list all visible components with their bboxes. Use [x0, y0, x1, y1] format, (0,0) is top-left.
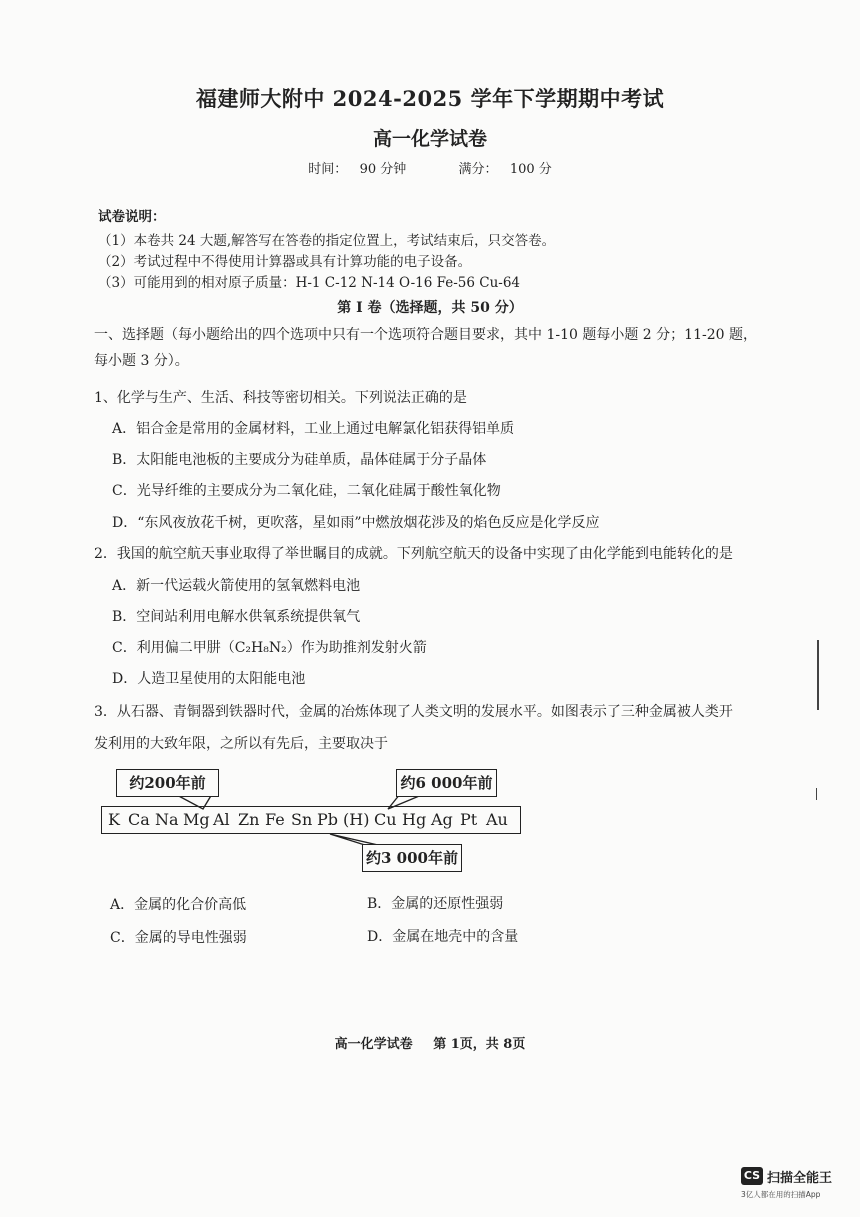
instructions-heading: 试卷说明： [98, 209, 166, 225]
question-1-option-c: C．光导纤维的主要成分为二氧化硅，二氧化硅属于酸性氧化物 [112, 483, 501, 499]
metal-sn: Sn [291, 810, 313, 829]
footer-exam-name: 高一化学试卷 [334, 1037, 413, 1052]
question-1-option-b: B．太阳能电池板的主要成分为硅单质，晶体硅属于分子晶体 [112, 452, 487, 468]
metal-ca: Ca [128, 810, 150, 829]
callout-3000-years: 约3 000年前 [362, 844, 462, 872]
instruction-item: （2）考试过程中不得使用计算器或具有计算功能的电子设备。 [98, 254, 472, 270]
metal-cu: Cu [374, 810, 397, 829]
time-value: 90 分钟 [359, 162, 407, 177]
scanner-tagline: 3亿人都在用的扫描App [741, 1190, 821, 1199]
section-title: 第 I 卷（选择题，共 50 分） [337, 300, 523, 316]
scan-artifact-mark [816, 788, 817, 800]
metal-au: Au [486, 810, 508, 829]
metal-zn: Zn [238, 810, 260, 829]
score-value: 100 分 [509, 162, 552, 177]
callout-200-years: 约200年前 [116, 769, 219, 797]
part-one-line1: 一、选择题（每小题给出的四个选项中只有一个选项符合题目要求，其中 1-10 题每小题 2 分；11-20 题， [94, 327, 757, 343]
instruction-item: （3）可能用到的相对原子质量：H-1 C-12 N-14 O-16 Fe-56 Cu-64 [98, 275, 521, 291]
callout-6000-years: 约6 000年前 [396, 769, 497, 797]
metal-ag: Ag [431, 810, 453, 829]
footer-page-number: 第 1页，共 8页 [433, 1037, 526, 1052]
time-label: 时间： [308, 162, 348, 177]
question-3-stem-line2: 发利用的大致年限，之所以有先后，主要取决于 [94, 736, 388, 752]
question-3-option-d: D．金属在地壳中的含量 [367, 929, 519, 945]
question-2-stem: 2．我国的航空航天事业取得了举世瞩目的成就。下列航空航天的设备中实现了由化学能到电能转化的是 [94, 546, 733, 562]
metal-hg: Hg [402, 810, 427, 829]
metal-k: K [108, 810, 120, 829]
question-2-option-c: C．利用偏二甲肼（C₂H₈N₂）作为助推剂发射火箭 [112, 640, 427, 656]
question-3-option-b: B．金属的还原性强弱 [367, 896, 504, 912]
question-2-option-a: A．新一代运载火箭使用的氢氧燃料电池 [112, 578, 361, 594]
metal-na: Na [155, 810, 179, 829]
metal-al: Al [213, 810, 230, 829]
metal-pt: Pt [460, 810, 478, 829]
exam-subtitle: 高一化学试卷 [372, 128, 487, 150]
scanner-logo-icon: CS [741, 1167, 763, 1185]
scan-artifact-line [817, 640, 819, 710]
question-3-option-a: A．金属的化合价高低 [110, 897, 247, 913]
page-footer [0, 1033, 860, 1052]
metal-fe: Fe [265, 810, 285, 829]
metal-mg: Mg [183, 810, 210, 829]
question-1-option-a: A．铝合金是常用的金属材料，工业上通过电解氯化铝获得铝单质 [112, 421, 515, 437]
scanner-app-name: 扫描全能王 [767, 1171, 833, 1186]
question-1-stem: 1、化学与生产、生活、科技等密切相关。下列说法正确的是 [94, 390, 467, 406]
question-1-option-d: D．“东风夜放花千树，更吹落，星如雨”中燃放烟花涉及的焰色反应是化学反应 [112, 515, 600, 531]
question-2-option-d: D．人造卫星使用的太阳能电池 [112, 671, 306, 687]
exam-title: 福建师大附中 2024-2025 学年下学期期中考试 [195, 86, 665, 111]
metal-h: (H) [343, 810, 370, 829]
question-3-stem-line1: 3．从石器、青铜器到铁器时代，金属的冶炼体现了人类文明的发展水平。如图表示了三种金属被人类开 [94, 704, 733, 720]
question-2-option-b: B．空间站利用电解水供氧系统提供氧气 [112, 609, 361, 625]
part-one-line2: 每小题 3 分）。 [94, 353, 189, 369]
instruction-item: （1）本卷共 24 大题,解答写在答卷的指定位置上，考试结束后，只交答卷。 [98, 233, 556, 249]
metal-pb: Pb [317, 810, 339, 829]
question-3-option-c: C．金属的导电性强弱 [110, 930, 247, 946]
score-label: 满分： [458, 162, 498, 177]
